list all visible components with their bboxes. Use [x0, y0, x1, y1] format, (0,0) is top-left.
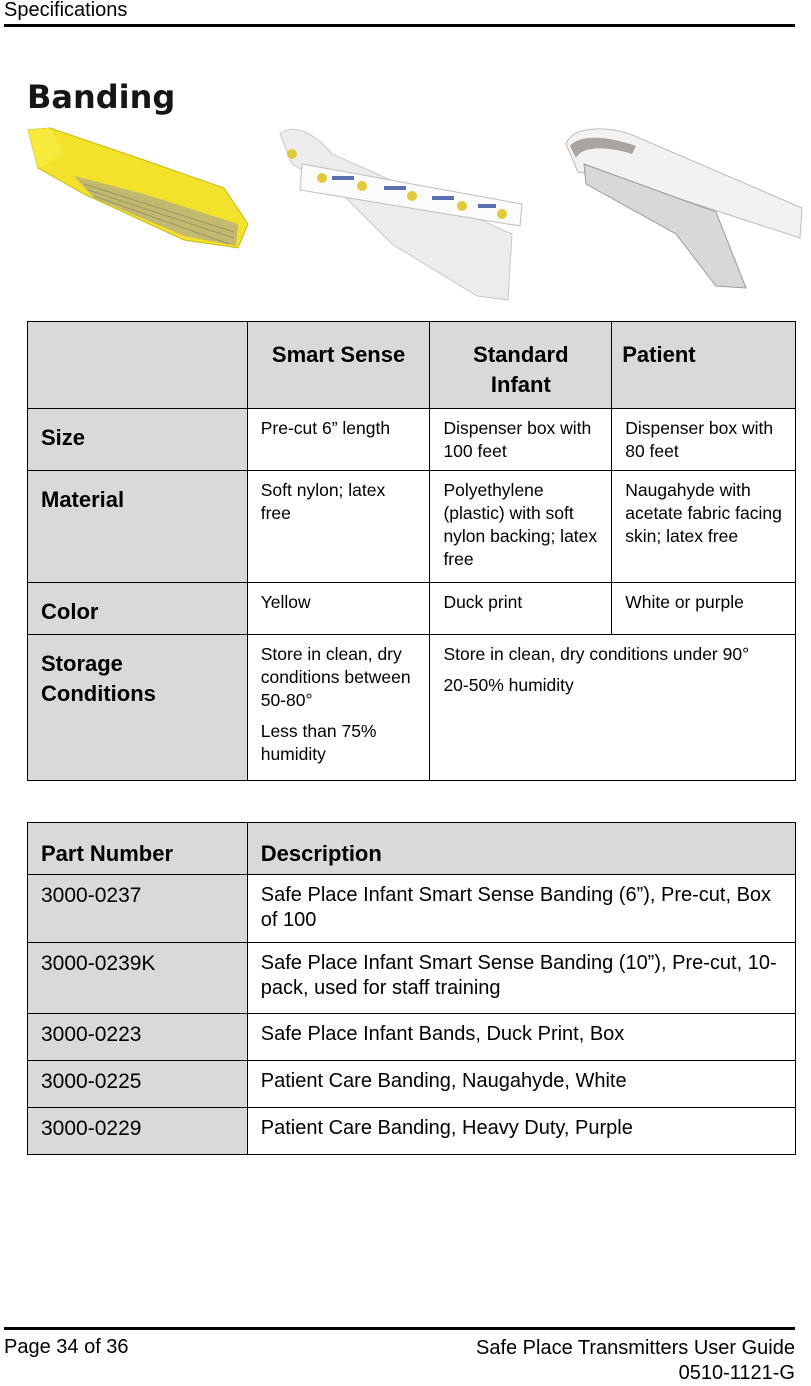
col-description: Description [247, 823, 795, 875]
table-row [28, 943, 796, 1014]
table-row [28, 1108, 796, 1155]
spec-corner-cell [28, 322, 248, 409]
doc-number: 0510-1121-G [678, 1362, 795, 1384]
table-row [28, 1014, 796, 1061]
storage-other-temp: Store in clean, dry conditions under 90° [443, 644, 750, 664]
parts-header-row [28, 823, 796, 875]
table-row [28, 875, 796, 943]
part-number: 3000-0239K [28, 943, 248, 1014]
spec-row-storage [28, 635, 796, 781]
row-label-storage: Storage Conditions [28, 635, 248, 781]
material-standard: Polyethylene (plastic) with soft nylon backing; latex free [430, 471, 612, 583]
spec-header-row [28, 322, 796, 409]
row-label-material: Material [28, 471, 248, 583]
banding-images [0, 124, 811, 304]
part-number: 3000-0237 [28, 875, 248, 943]
row-label-color: Color [28, 583, 248, 635]
page-number: Page 34 of 36 [4, 1336, 129, 1358]
page-header [4, 0, 795, 27]
size-patient: Dispenser box with 80 feet [612, 409, 796, 471]
part-description: Patient Care Banding, Heavy Duty, Purple [247, 1108, 795, 1155]
color-patient: White or purple [612, 583, 796, 635]
doc-title: Safe Place Transmitters User Guide [475, 1337, 795, 1359]
header-section: Specifications [4, 0, 128, 21]
white-band-icon [556, 124, 806, 289]
storage-smart-temp: Store in clean, dry conditions between 50-80° [260, 644, 411, 710]
part-number: 3000-0229 [28, 1108, 248, 1155]
section-title: Banding [27, 78, 176, 116]
part-number-table [27, 822, 796, 1155]
spec-row-color [28, 583, 796, 635]
storage-smart-humidity: Less than 75% humidity [260, 721, 377, 764]
size-smart: Pre-cut 6” length [247, 409, 430, 471]
storage-smart [247, 635, 430, 781]
duck-print-band-icon [272, 124, 532, 304]
part-description: Safe Place Infant Smart Sense Banding (10”), Pre-cut, 10-pack, used for staff training [247, 943, 795, 1014]
col-smart-sense: Smart Sense [247, 322, 430, 409]
page-footer [4, 1327, 795, 1385]
col-part-number: Part Number [28, 823, 248, 875]
part-description: Safe Place Infant Bands, Duck Print, Box [247, 1014, 795, 1061]
storage-other-humidity: 20-50% humidity [443, 675, 574, 695]
doc-info [476, 1336, 795, 1386]
col-standard-infant: Standard Infant [430, 322, 612, 409]
material-smart: Soft nylon; latex free [247, 471, 430, 583]
banding-spec-table [27, 321, 796, 781]
part-number: 3000-0225 [28, 1061, 248, 1108]
spec-row-material [28, 471, 796, 583]
color-smart: Yellow [247, 583, 430, 635]
spec-row-size [28, 409, 796, 471]
row-label-size: Size [28, 409, 248, 471]
part-number: 3000-0223 [28, 1014, 248, 1061]
storage-other [430, 635, 796, 781]
size-standard: Dispenser box with 100 feet [430, 409, 612, 471]
yellow-band-icon [24, 124, 254, 254]
part-description: Patient Care Banding, Naugahyde, White [247, 1061, 795, 1108]
material-patient: Naugahyde with acetate fabric facing skin; latex free [612, 471, 796, 583]
col-patient: Patient [612, 322, 796, 409]
part-description: Safe Place Infant Smart Sense Banding (6”), Pre-cut, Box of 100 [247, 875, 795, 943]
table-row [28, 1061, 796, 1108]
color-standard: Duck print [430, 583, 612, 635]
